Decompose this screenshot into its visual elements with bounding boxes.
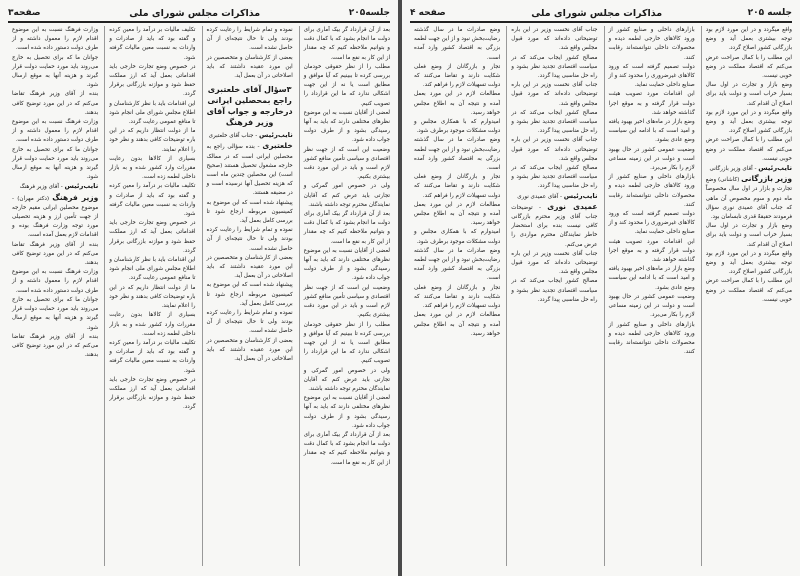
paragraph: بنده از آقای وزیر فرهنگ تقاضا می‌کنم که در این مورد توضیح کافی بدهند. bbox=[12, 91, 99, 116]
speaker-paragraph: عمیدی نوری - توضیحات جناب آقای وزیر محترم بازرگانی کافی نیست بنده برای استحضار خاطر نمایندگان محترم مواردی را عرض می‌کنم. bbox=[511, 201, 598, 248]
paragraph: مطلب را از نظر حقوقی خودمان بررسی کرده تا ببینیم که آیا موافق و مطابق است یا نه از این جهت اشکالی ندارد که ما این قرارداد را تصویب کنیم. bbox=[303, 321, 390, 365]
paragraph: تکلیف مالیات بر درآمد را معین کرده و گفته بود که باید از صادرات و واردات به نسبت معین مالیات گرفته شود. bbox=[109, 339, 196, 374]
paragraph: این اقدامات مورد تصویب هیئت دولت قرار گرفته و به موقع اجرا گذاشته خواهد شد. bbox=[608, 91, 695, 116]
left-page bbox=[0, 0, 398, 576]
paragraph: مطالعات لازم در این مورد بعمل آمده و نتیجه آن به اطلاع مجلس خواهد رسید. bbox=[414, 201, 501, 227]
paragraph: وضعیت این است که از جهت نظر اقتصادی و سیاسی تأمین منافع کشور لازم است و باید در این مورد دقت بیشتری بکنیم. bbox=[303, 284, 390, 319]
paragraph: جوانان ما که برای تحصیل به خارج می‌روند باید مورد حمایت دولت قرار گیرند و هزینه آنها به موقع ارسال شود. bbox=[12, 54, 99, 89]
paragraph: جوانان ما که برای تحصیل به خارج می‌روند باید مورد حمایت دولت قرار گیرند و هزینه آنها به موقع ارسال شود. bbox=[12, 146, 99, 181]
paragraph: وضعیت عمومی کشور در حال بهبود است و دولت در این زمینه مساعی لازم را بکار می‌برد. bbox=[608, 146, 695, 172]
paragraph: دولت تصمیم گرفته است که ورود کالاهای غیرضروری را محدود کند و از صنایع داخلی حمایت نماید. bbox=[608, 63, 695, 89]
paragraph: بعضی از کارشناسان و متخصصین در این مورد عقیده داشتند که باید اصلاحاتی در آن بعمل آید. bbox=[206, 54, 293, 80]
paragraph: جناب آقای نخست وزیر در این باره توضیحاتی داده‌اند که مورد قبول مجلس واقع شد. bbox=[511, 137, 598, 162]
paragraph: وضع بازار در ماه‌های اخیر بهبود یافته و امید است که با ادامه این سیاست وضع عادی بشود. bbox=[608, 266, 695, 291]
speaker-name: وزیر فرهنگ bbox=[52, 192, 99, 202]
text-column bbox=[202, 26, 293, 566]
paragraph: وضع صادرات ما در سال گذشته رضایت‌بخش نبود و از این جهت لطمه بزرگی به اقتصاد کشور وارد آمده است. bbox=[414, 137, 501, 172]
paragraph: وضع بازار و تجارت در اول سال بسیار خراب است و دولت باید برای اصلاح آن اقدام کند. bbox=[705, 223, 792, 248]
paragraph: وضع بازار در ماه‌های اخیر بهبود یافته و امید است که با ادامه این سیاست وضع عادی بشود. bbox=[608, 119, 695, 144]
paragraph: لعضی از آقایان نسبت به این موضوع نظرهای مختلفی دارند که باید به آنها رسیدگی بشود و از طرف دولت جواب داده شود. bbox=[303, 247, 390, 282]
paragraph: وزارت فرهنگ نسبت به این موضوع اقدام لازم را معمول داشته و از طرف دولت دستور داده شده است. bbox=[12, 27, 99, 52]
paragraph: وضعیت این است که از جهت نظر اقتصادی و سیاسی تأمین منافع کشور لازم است و باید در این مورد دقت بیشتری بکنیم. bbox=[303, 146, 390, 181]
text-column bbox=[8, 26, 98, 566]
paragraph: بسیاری از کالاها بدون رعایت مقررات وارد کشور شده و به بازار داخلی لطمه زده است. bbox=[109, 155, 196, 181]
paragraph: پیشنهاد شده است که این موضوع به کمیسیون مربوطه ارجاع شود تا بررسی کامل بعمل آید. bbox=[206, 282, 293, 307]
paragraph: لعضی از آقایان نسبت به این موضوع نظرهای مختلفی دارند که باید به آنها رسیدگی بشود و از طرف دولت جواب داده شود. bbox=[303, 395, 390, 429]
paragraph: تجار و بازرگانان از وضع فعلی شکایت دارند و تقاضا می‌کنند که دولت تسهیلات لازم را فراهم کند. bbox=[414, 284, 501, 310]
paragraph: وضع صادرات ما در سال گذشته رضایت‌بخش نبود و از این جهت لطمه بزرگی به اقتصاد کشور وارد آمده است. bbox=[414, 27, 501, 61]
left-columns bbox=[8, 26, 390, 566]
paragraph: ما از دولت انتظار داریم که در این باره توضیحات کافی بدهند و نظر خود را اعلام نمایند. bbox=[109, 128, 196, 153]
paragraph: وضعیت عمومی کشور در حال بهبود است و دولت در این زمینه مساعی لازم را بکار می‌برد. bbox=[608, 293, 695, 319]
paragraph: جناب آقای نخست وزیر در این باره توضیحاتی داده‌اند که مورد قبول مجلس واقع شد. bbox=[511, 82, 598, 107]
text-column bbox=[604, 26, 695, 566]
speaker-paragraph: نایب‌رئیس - جناب آقای خلعتبری bbox=[208, 131, 293, 140]
right-session-label: جلسه ۲۰۵ bbox=[747, 8, 792, 18]
paragraph: لعضی از آقایان نسبت به این موضوع نظرهای مختلفی دارند که باید به آنها رسیدگی بشود و از طرف دولت جواب داده شود. bbox=[303, 109, 390, 144]
paragraph: امیدوارم که با همکاری مجلس و دولت مشکلات موجود برطرف شود. bbox=[414, 229, 501, 245]
header-rule bbox=[8, 21, 390, 23]
right-page-title: مذاکرات مجلس شورای ملی bbox=[531, 7, 663, 19]
paragraph: بسیاری از کالاها بدون رعایت مقررات وارد کشور شده و به بازار داخلی لطمه زده است. bbox=[109, 312, 196, 337]
paragraph: بنده از آقای وزیر فرهنگ تقاضا می‌کنم که در این مورد توضیح کافی بدهند. bbox=[12, 333, 99, 359]
speaker-name: خلعتبری bbox=[262, 141, 293, 151]
paragraph: دولت تصمیم گرفته است که ورود کالاهای غیرضروری را محدود کند و از صنایع داخلی حمایت نماید. bbox=[608, 211, 695, 236]
paragraph: مصالح کشور ایجاب می‌کند که در سیاست اقتصادی تجدید نظر بشود و راه حل مناسبی پیدا گردد. bbox=[511, 278, 598, 303]
paragraph: نموده و تمام شرایط را رعایت کرده بودند ولی تا حال نتیجه‌ای از آن حاصل نشده است. bbox=[206, 310, 293, 335]
paragraph: جناب آقای نخست وزیر در این باره توضیحاتی داده‌اند که مورد قبول مجلس واقع شد. bbox=[511, 27, 598, 52]
paragraph: این مطلب را با کمال صراحت عرض می‌کنم که اقتصاد مملکت در وضع خوبی نیست. bbox=[705, 278, 792, 303]
paragraph: مصالح کشور ایجاب می‌کند که در سیاست اقتصادی تجدید نظر بشود و راه حل مناسبی پیدا گردد. bbox=[511, 109, 598, 135]
paragraph: در خصوص وضع تجارت خارجی باید اقداماتی بعمل آید که ارز مملکت حفظ شود و موازنه بازرگانی برقرار گردد. bbox=[109, 376, 196, 411]
speaker-name: عمیدی نوری bbox=[547, 201, 598, 211]
paragraph: تجار و بازرگانان از وضع فعلی شکایت دارند و تقاضا می‌کنند که دولت تسهیلات لازم را فراهم کند. bbox=[414, 174, 501, 199]
paragraph: امیدوارم که با همکاری مجلس و دولت مشکلات موجود برطرف شود. bbox=[414, 119, 501, 135]
paragraph: تکلیف مالیات بر درآمد را معین کرده و گفته بود که باید از صادرات و واردات به نسبت معین مالیات گرفته شود. bbox=[109, 27, 196, 61]
paragraph: بعد از آن قرارداد گر بیک آماری برای دولت ما انجام بشود که با کمال دقت و بتوانیم ملاحظه کنیم که چه مقدار از این کار به نفع ما است. bbox=[303, 27, 390, 61]
text-column bbox=[299, 26, 390, 566]
speaker-paragraph: خلعتبری - بنده سؤالی راجع به محصلین ایرانی است که در ممالک خارجه مشغول تحصیل هستند (صحیح است) این محصلین چندین ماه است که هزینه تحصیل آنها نرسیده است و در مضیقه هستند. bbox=[206, 141, 293, 197]
paragraph: در خصوص وضع تجارت خارجی باید اقداماتی بعمل آید که ارز مملکت حفظ شود و موازنه بازرگانی برقرار گردد. bbox=[109, 220, 196, 254]
paragraph: بازارهای داخلی و صنایع کشور از ورود کالاهای خارجی لطمه دیده و محصولات داخلی نتوانسته‌اند رقابت کنند. bbox=[608, 321, 695, 356]
paragraph: واقع میگردد و در این مورد لازم بود توجه بیشتری بعمل آید و وضع بازرگانی کشور اصلاح گردد. bbox=[705, 109, 792, 135]
paragraph: بعضی از کارشناسان و متخصصین در این مورد عقیده داشتند که باید اصلاحاتی در آن بعمل آید. bbox=[206, 254, 293, 280]
paragraph: تجار و بازرگانان از وضع فعلی شکایت دارند و تقاضا می‌کنند که دولت تسهیلات لازم را فراهم کند. bbox=[414, 63, 501, 89]
paragraph: مصالح کشور ایجاب می‌کند که در سیاست اقتصادی تجدید نظر بشود و راه حل مناسبی پیدا گردد. bbox=[511, 54, 598, 80]
left-page-header bbox=[8, 6, 390, 20]
left-page-number: صفحه۳ bbox=[8, 8, 41, 18]
paragraph: مطالعات لازم در این مورد بعمل آمده و نتیجه آن به اطلاع مجلس خواهد رسید. bbox=[414, 91, 501, 116]
speaker-name: وزیر بازرگانی bbox=[741, 174, 792, 184]
paragraph: نموده و تمام شرایط را رعایت کرده بودند ولی تا حال نتیجه‌ای از آن حاصل نشده است. bbox=[206, 227, 293, 252]
speaker-paragraph: نایب‌رئیس - آقای عمیدی نوری bbox=[517, 191, 598, 200]
paragraph: مطلب را از نظر حقوقی خودمان بررسی کرده تا ببینیم که آیا موافق و مطابق است یا نه از این جهت اشکالی ندارد که ما این قرارداد را تصویب کنیم. bbox=[303, 63, 390, 107]
left-session-label: جلسه۲۰۵ bbox=[348, 8, 390, 18]
paragraph: جوانان ما که برای تحصیل به خارج می‌روند باید مورد حمایت دولت قرار گیرند و هزینه آنها به موقع ارسال شود. bbox=[12, 296, 99, 331]
paragraph: این اقدامات باید با نظر کارشناسان و اطلاع مجلس شورای ملی انجام شود تا منافع عمومی رعایت گردد. bbox=[109, 100, 196, 126]
paragraph: نموده و تمام شرایط را رعایت کرده بودند ولی تا حال نتیجه‌ای از آن حاصل نشده است. bbox=[206, 27, 293, 52]
paragraph: بازارهای داخلی و صنایع کشور از ورود کالاهای خارجی لطمه دیده و محصولات داخلی نتوانسته‌اند رقابت کنند. bbox=[608, 27, 695, 61]
paragraph: ولی در خصوص امور گمرکی و تجارتی باید عرض کنم که آقایان نمایندگان محترم توجه داشته باشند. bbox=[303, 367, 390, 392]
paragraph: این مطلب را با کمال صراحت عرض می‌کنم که اقتصاد مملکت در وضع خوبی نیست. bbox=[705, 137, 792, 162]
right-page bbox=[402, 0, 800, 576]
text-column bbox=[104, 26, 195, 566]
paragraph: وزارت فرهنگ نسبت به این موضوع اقدام لازم را معمول داشته و از طرف دولت دستور داده شده است. bbox=[12, 119, 99, 144]
right-page-header bbox=[410, 6, 792, 20]
paragraph: جناب آقای نخست وزیر در این باره توضیحاتی داده‌اند که مورد قبول مجلس واقع شد. bbox=[511, 250, 598, 276]
speaker-paragraph: نایب‌رئیس - آقای وزیر فرهنگ bbox=[19, 182, 99, 191]
paragraph: ولی در خصوص امور گمرکی و تجارتی باید عرض کنم که آقایان نمایندگان محترم توجه داشته باشند. bbox=[303, 183, 390, 208]
section-heading: ۳سؤال آقای خلعتبری راجع بمحصلین ایرانی درخارجه و جواب آقای وزیر فرهنگ bbox=[206, 85, 293, 128]
paragraph: مصالح کشور ایجاب می‌کند که در سیاست اقتصادی تجدید نظر بشود و راه حل مناسبی پیدا گردد. bbox=[511, 165, 598, 190]
speaker-paragraph: وزیر بازرگانی (کاشانی) وضع تجارت و بازار در اول سال مخصوصاً ماه دوم و سوم مخصوص آن ماهی که جناب آقای عمیدی نوری سؤال فرمودند حقیقةً قدری نابسامان بود. bbox=[705, 174, 792, 221]
paragraph: بعد از آن قرارداد گر بیک آماری برای دولت ما انجام بشود که با کمال دقت و بتوانیم ملاحظه کنیم که چه مقدار از این کار به نفع ما است. bbox=[303, 431, 390, 466]
paragraph: بعد از آن قرارداد گر بیک آماری برای دولت ما انجام بشود که با کمال دقت و بتوانیم ملاحظه کنیم که چه مقدار از این کار به نفع ما است. bbox=[303, 211, 390, 245]
text-column bbox=[410, 26, 500, 566]
paragraph: پیشنهاد شده است که این موضوع به کمیسیون مربوطه ارجاع شود تا بررسی کامل بعمل آید. bbox=[206, 199, 293, 225]
paragraph: واقع میگردد و در این مورد لازم بود توجه بیشتری بعمل آید و وضع بازرگانی کشور اصلاح گردد. bbox=[705, 27, 792, 52]
header-rule bbox=[410, 21, 792, 23]
text-column bbox=[506, 26, 597, 566]
paragraph: مطالعات لازم در این مورد بعمل آمده و نتیجه آن به اطلاع مجلس خواهد رسید. bbox=[414, 312, 501, 337]
paragraph: این مطلب را با کمال صراحت عرض می‌کنم که اقتصاد مملکت در وضع خوبی نیست. bbox=[705, 54, 792, 80]
paragraph: ما از دولت انتظار داریم که در این باره توضیحات کافی بدهند و نظر خود را اعلام نمایند. bbox=[109, 284, 196, 310]
paragraph: این اقدامات باید با نظر کارشناسان و اطلاع مجلس شورای ملی انجام شود تا منافع عمومی رعایت گردد. bbox=[109, 257, 196, 282]
speaker-label: نایب‌رئیس bbox=[64, 182, 99, 191]
paragraph: تکلیف مالیات بر درآمد را معین کرده و گفته بود که باید از صادرات و واردات به نسبت معین مالیات گرفته شود. bbox=[109, 183, 196, 218]
paragraph: وضع بازار و تجارت در اول سال بسیار خراب است و دولت باید برای اصلاح آن اقدام کند. bbox=[705, 82, 792, 107]
left-page-title: مذاکرات مجلس شورای ملی bbox=[129, 7, 261, 19]
right-columns bbox=[410, 26, 792, 566]
paragraph: بعضی از کارشناسان و متخصصین در این مورد عقیده داشتند که باید اصلاحاتی در آن بعمل آید. bbox=[206, 337, 293, 363]
paragraph: این اقدامات مورد تصویب هیئت دولت قرار گرفته و به موقع اجرا گذاشته خواهد شد. bbox=[608, 238, 695, 264]
speaker-paragraph: وزیر فرهنگ (دکتر مهران) - موضوع محصلین ایرانی مقیم خارجه از جهت تأمین ارز و هزینه تحصیلی مورد توجه وزارت فرهنگ بوده و اقدامات لازم بعمل آمده است. bbox=[12, 192, 99, 239]
paragraph: بازارهای داخلی و صنایع کشور از ورود کالاهای خارجی لطمه دیده و محصولات داخلی نتوانسته‌اند رقابت کنند. bbox=[608, 174, 695, 208]
paragraph: وضع صادرات ما در سال گذشته رضایت‌بخش نبود و از این جهت لطمه بزرگی به اقتصاد کشور وارد آمده است. bbox=[414, 247, 501, 282]
speaker-label: نایب‌رئیس bbox=[259, 131, 293, 140]
paragraph: بنده از آقای وزیر فرهنگ تقاضا می‌کنم که در این مورد توضیح کافی بدهند. bbox=[12, 241, 99, 267]
speaker-paragraph: نایب‌رئیس - آقای وزیر بازرگانی bbox=[709, 164, 792, 173]
speaker-label: نایب‌رئیس bbox=[758, 164, 792, 173]
speaker-label: نایب‌رئیس bbox=[563, 191, 598, 200]
paragraph: واقع میگردد و در این مورد لازم بود توجه بیشتری بعمل آید و وضع بازرگانی کشور اصلاح گردد. bbox=[705, 250, 792, 276]
right-page-number: صفحه ۴ bbox=[410, 8, 446, 18]
text-column bbox=[701, 26, 792, 566]
paragraph: وزارت فرهنگ نسبت به این موضوع اقدام لازم را معمول داشته و از طرف دولت دستور داده شده است. bbox=[12, 269, 99, 294]
paragraph: در خصوص وضع تجارت خارجی باید اقداماتی بعمل آید که ارز مملکت حفظ شود و موازنه بازرگانی برقرار گردد. bbox=[109, 63, 196, 98]
